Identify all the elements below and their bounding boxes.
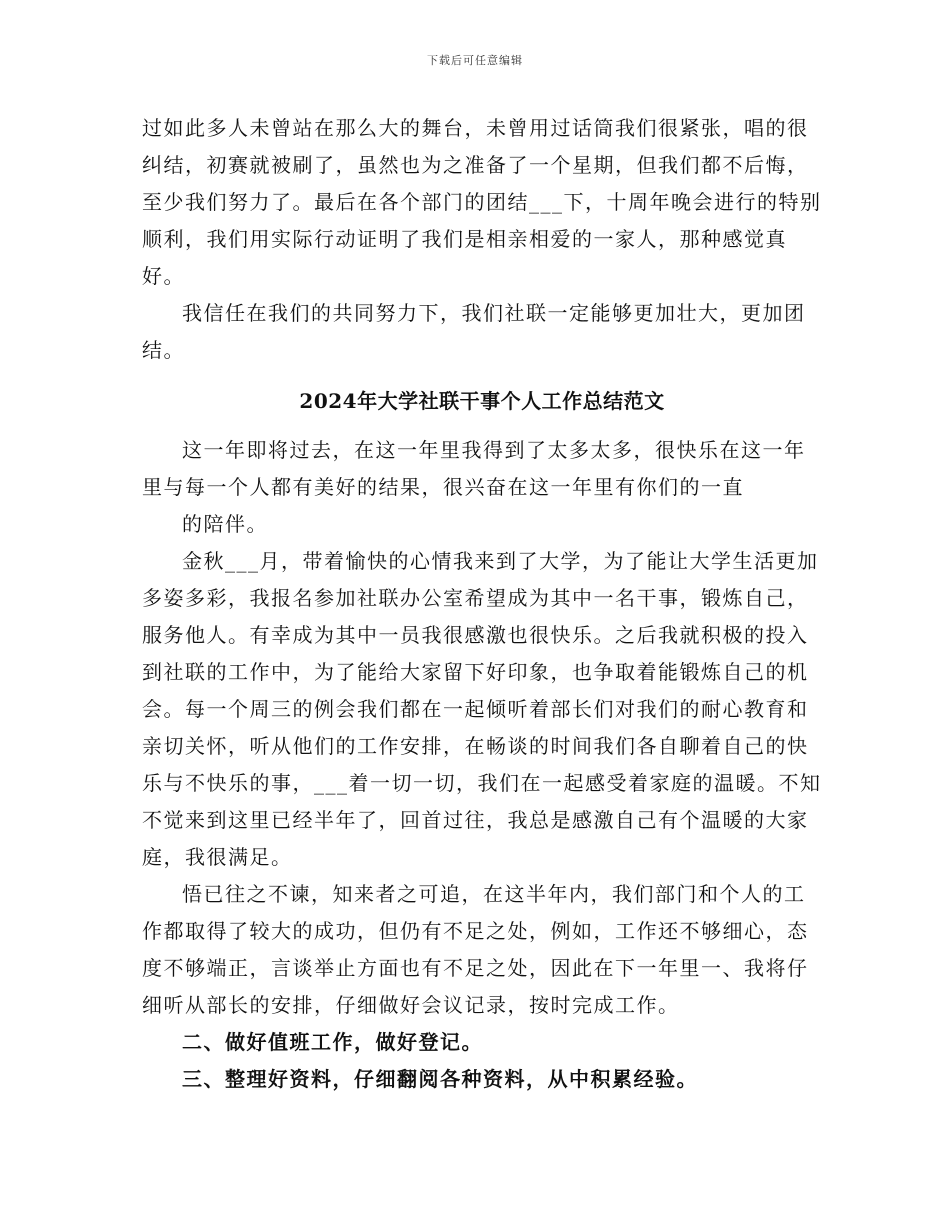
section-title: 2024年大学社联干事个人工作总结范文 — [299, 389, 665, 413]
paragraph: 悟已往之不谏，知来者之可追，在这半年内，我们部门和个人的工作都取得了较大的成功，但仍有不足之处，例如，工作还不够细心，态度不够端正，言谈举止方面也有不足之处，因此在下一年里一、我将仔细听从部长的安排，仔细做好会议记录，按时完成工作。 — [142, 882, 809, 1017]
bold-list-item: 二、做好值班工作，做好登记。 — [182, 1030, 483, 1054]
paragraph: 金秋___月，带着愉快的心情我来到了大学，为了能让大学生活更加多姿多彩，我报名参加社联办公室希望成为其中一名干事，锻炼自己，服务他人。有幸成为其中一员我很感激也很快乐。之后我就积极的投入到社联的工作中，为了能给大家留下好印象，也争取着能锻炼自己的机会。每一个周三的例会我们都在一起倾听着部长们对我们的耐心教育和亲切关怀，听从他们的工作安排，在畅谈的时间我们各自聊着自己的快乐与不快乐的事，___着一切一切，我们在一起感受着家庭的温暖。不知不觉来到这里已经半年了，回首过往，我总是感激自己有个温暖的大家庭，我很满足。 — [142, 549, 822, 869]
paragraph: 这一年即将过去，在这一年里我得到了太多太多，很快乐在这一年里与每一个人都有美好的结果，很兴奋在这一年里有你们的一直 — [142, 438, 806, 499]
page-header: 下载后可任意编辑 — [427, 54, 523, 67]
paragraph-continuation: 的陪伴。 — [182, 512, 268, 536]
bold-list-item: 三、整理好资料，仔细翻阅各种资料，从中积累经验。 — [182, 1067, 698, 1091]
paragraph: 过如此多人未曾站在那么大的舞台，未曾用过话筒我们很紧张，唱的很纠结，初赛就被刷了，虽然也为之准备了一个星期，但我们都不后悔，至少我们努力了。最后在各个部门的团结___下，十周年晚会进行的特别顺利，我们用实际行动证明了我们是相亲相爱的一家人，那种感觉真好。 — [142, 116, 822, 288]
document-body — [142, 110, 822, 1098]
paragraph: 我信任在我们的共同努力下，我们社联一定能够更加壮大，更加团结。 — [142, 301, 806, 362]
